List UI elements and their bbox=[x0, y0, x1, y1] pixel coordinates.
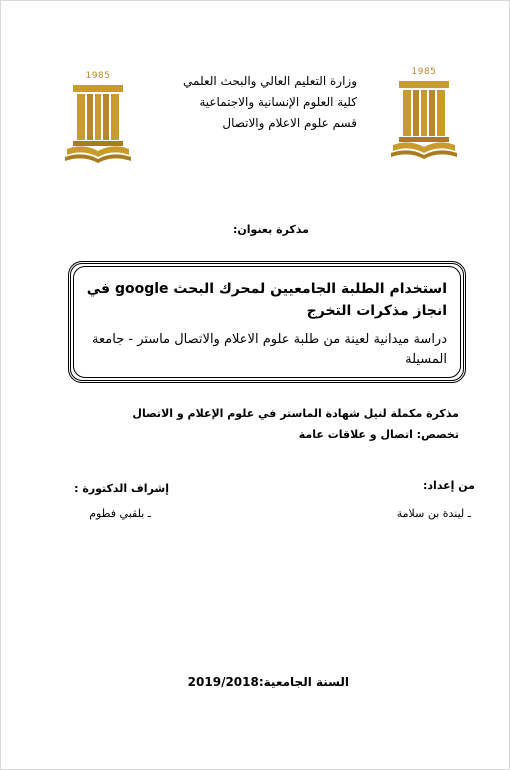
student-name: ـ ليندة بن سلامة bbox=[396, 507, 471, 520]
faculty-name: كلية العلوم الإنسانية والاجتماعية bbox=[199, 95, 357, 109]
ministry-name: وزارة التعليم العالي والبحث العلمي bbox=[183, 74, 357, 88]
academic-year: السنة الجامعية:2019/2018 bbox=[187, 675, 349, 689]
thesis-subtitle: دراسة ميدانية لعينة من طلبة علوم الاعلام والاتصال ماستر - جامعة المسيلة bbox=[92, 332, 447, 367]
institution-header bbox=[127, 71, 357, 134]
memo-title-label: مذكرة بعنوان: bbox=[232, 223, 309, 236]
thesis-title-box bbox=[68, 261, 466, 383]
university-emblem-icon bbox=[389, 79, 459, 167]
university-logo-right bbox=[389, 67, 459, 167]
degree-line: مذكرة مكملة لنيل شهادة الماستر في علوم الإعلام و الاتصال bbox=[132, 407, 459, 420]
thesis-title: استخدام الطلبة الجامعيين لمحرك البحث google في انجاز مذكرات التخرج bbox=[86, 281, 447, 319]
logo-year: 1985 bbox=[411, 67, 437, 77]
supervisor-label: إشراف الدكتورة : bbox=[74, 482, 169, 495]
university-emblem-icon bbox=[63, 83, 133, 171]
degree-info bbox=[59, 403, 459, 445]
department-name: قسم علوم الاعلام والاتصال bbox=[222, 116, 357, 130]
university-logo-left bbox=[63, 71, 133, 171]
specialty-line: تخصص: اتصال و علاقات عامة bbox=[298, 428, 459, 441]
prepared-by-label: من إعداد: bbox=[423, 479, 475, 492]
logo-year: 1985 bbox=[85, 71, 111, 81]
supervisor-name: ـ بلقبي فطوم bbox=[89, 507, 151, 520]
